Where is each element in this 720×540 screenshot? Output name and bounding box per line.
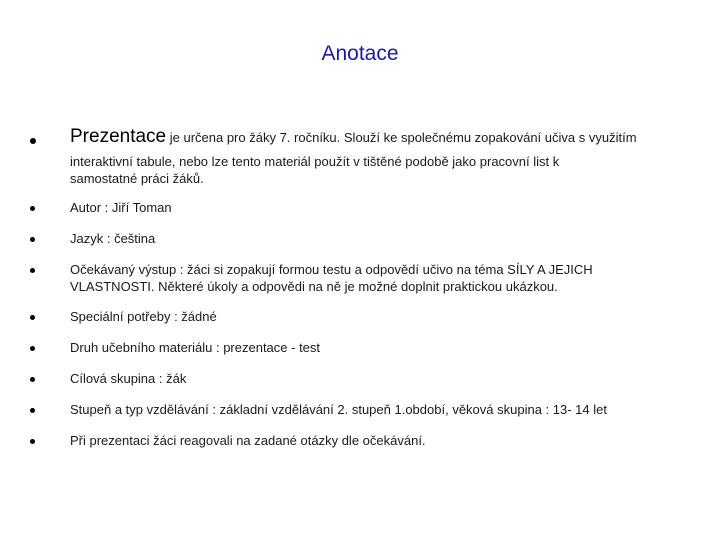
- bullet-dot-icon: [30, 439, 35, 444]
- education-level-text: Stupeň a typ vzdělávání : základní vzdělávání 2. stupeň 1.období, věková skupina : 13- 14 let: [70, 402, 607, 417]
- expected-outcome-line-2: VLASTNOSTI. Některé úkoly a odpovědi na ně je možné doplnit praktickou ukázkou.: [70, 279, 558, 294]
- bullet-dot-icon: [30, 408, 35, 413]
- presentation-line-1-rest: je určena pro žáky 7. ročníku. Slouží ke společnému zopakování učiva s využitím: [166, 130, 637, 145]
- reaction-text: Při prezentaci žáci reagovali na zadané otázky dle očekávání.: [70, 433, 426, 448]
- presentation-line-1: [70, 128, 695, 146]
- bullet-dot-icon: [30, 315, 35, 320]
- target-group-text: Cílová skupina : žák: [70, 371, 187, 386]
- presentation-text: [70, 128, 695, 187]
- special-needs-text: Speciální potřeby : žádné: [70, 309, 217, 324]
- slide-title: Anotace: [321, 42, 399, 65]
- author-text: Autor : Jiří Toman: [70, 200, 172, 215]
- bullet-dot-icon: [30, 237, 35, 242]
- presentation-line-3: samostatné práci žáků.: [70, 171, 204, 186]
- language-text: Jazyk : čeština: [70, 231, 156, 246]
- presentation-lead: Prezentace: [70, 126, 167, 147]
- expected-outcome-text: [70, 261, 695, 295]
- bullet-dot-icon: [30, 206, 35, 211]
- material-type-text: Druh učebního materiálu : prezentace - test: [70, 340, 321, 355]
- bullet-dot-icon: [30, 377, 35, 382]
- expected-outcome-line-1: Očekávaný výstup : žáci si zopakují formou testu a odpovědí učivo na téma SÍLY A JEJICH: [70, 262, 593, 277]
- bullet-dot-icon: [30, 268, 35, 273]
- bullet-dot-icon: [30, 346, 35, 351]
- bullet-dot-icon: [30, 138, 36, 144]
- presentation-line-2: interaktivní tabule, nebo lze tento materiál použít v tištěné podobě jako pracovní list k: [70, 154, 560, 169]
